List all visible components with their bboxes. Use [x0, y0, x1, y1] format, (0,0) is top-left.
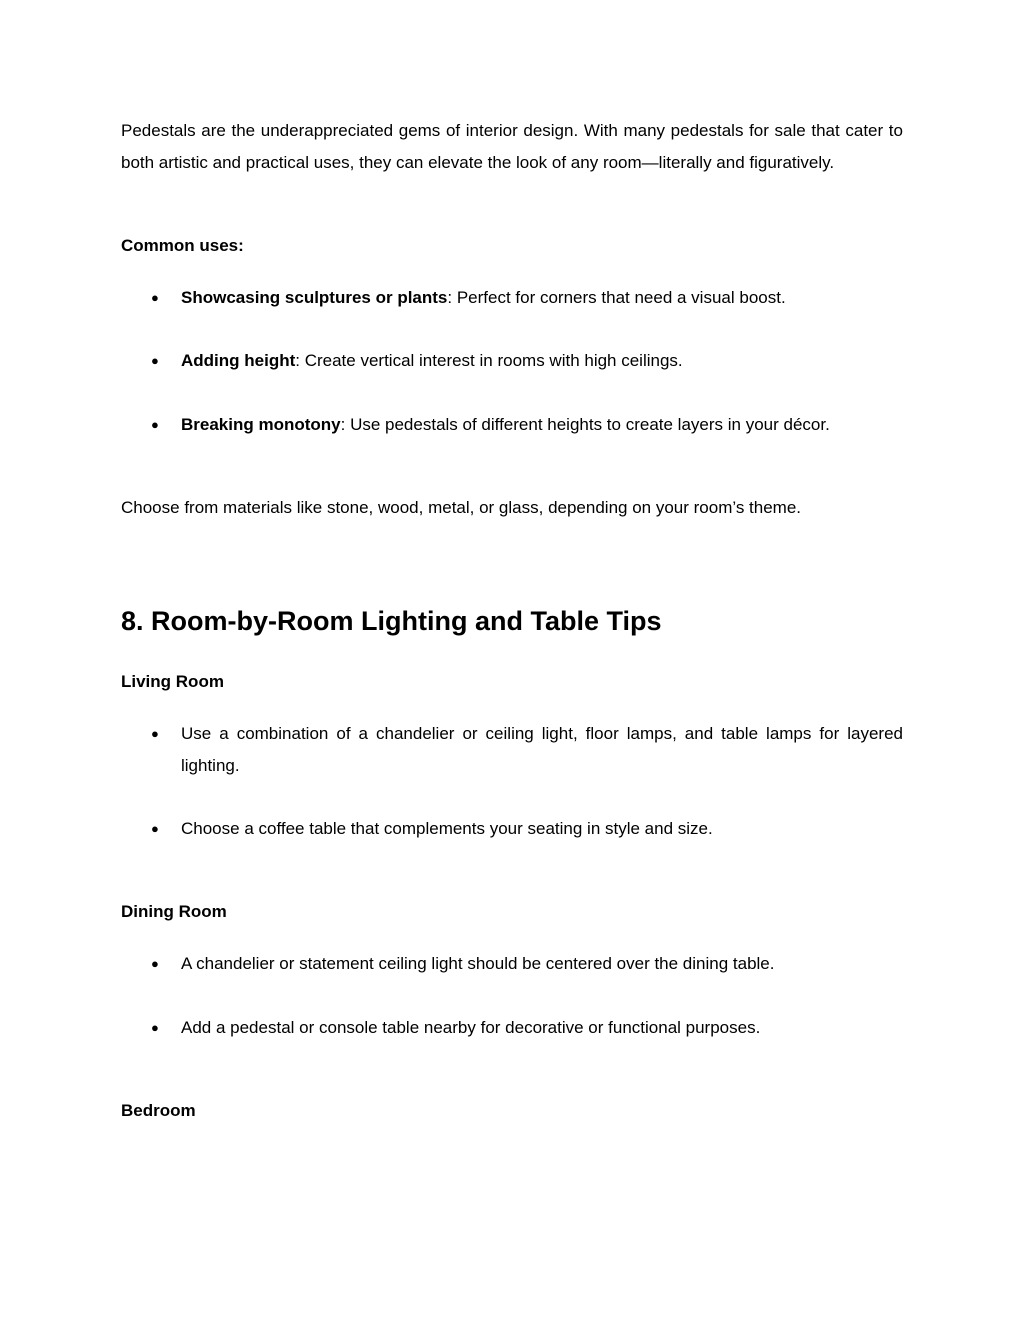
bedroom-heading: Bedroom — [121, 1101, 196, 1120]
section-heading: 8. Room-by-Room Lighting and Table Tips — [121, 606, 662, 636]
common-uses-heading: Common uses: — [121, 236, 244, 255]
list-item-text: Use a combination of a chandelier or ceiling light, floor lamps, and table lamps for layered lighting. — [181, 724, 903, 775]
list-item-label: Adding height — [181, 351, 296, 370]
list-item-label: Breaking monotony — [181, 415, 341, 434]
bullet-icon: ● — [151, 956, 159, 971]
list-item-text: : Create vertical interest in rooms with high ceilings. — [295, 351, 683, 370]
bullet-icon: ● — [151, 353, 159, 368]
materials-paragraph: Choose from materials like stone, wood, metal, or glass, depending on your room’s theme. — [121, 498, 802, 517]
list-item-label: Showcasing sculptures or plants — [181, 288, 448, 307]
bullet-icon: ● — [151, 726, 159, 741]
bullet-icon: ● — [151, 1020, 159, 1035]
dining-room-heading: Dining Room — [121, 902, 227, 921]
bullet-icon: ● — [151, 417, 159, 432]
intro-paragraph: Pedestals are the underappreciated gems of interior design. With many pedestals for sale that cater to both artistic and practical uses, they can elevate the look of any room—literally and figuratively. — [121, 121, 903, 172]
living-room-heading: Living Room — [121, 672, 224, 691]
list-item-text: Add a pedestal or console table nearby for decorative or functional purposes. — [181, 1018, 761, 1037]
list-item-text: : Perfect for corners that need a visual boost. — [447, 288, 786, 307]
bullet-icon: ● — [151, 290, 159, 305]
list-item-text: A chandelier or statement ceiling light should be centered over the dining table. — [181, 954, 775, 973]
list-item-text: : Use pedestals of different heights to create layers in your décor. — [340, 415, 830, 434]
list-item-text: Choose a coffee table that complements your seating in style and size. — [181, 819, 713, 838]
bullet-icon: ● — [151, 821, 159, 836]
